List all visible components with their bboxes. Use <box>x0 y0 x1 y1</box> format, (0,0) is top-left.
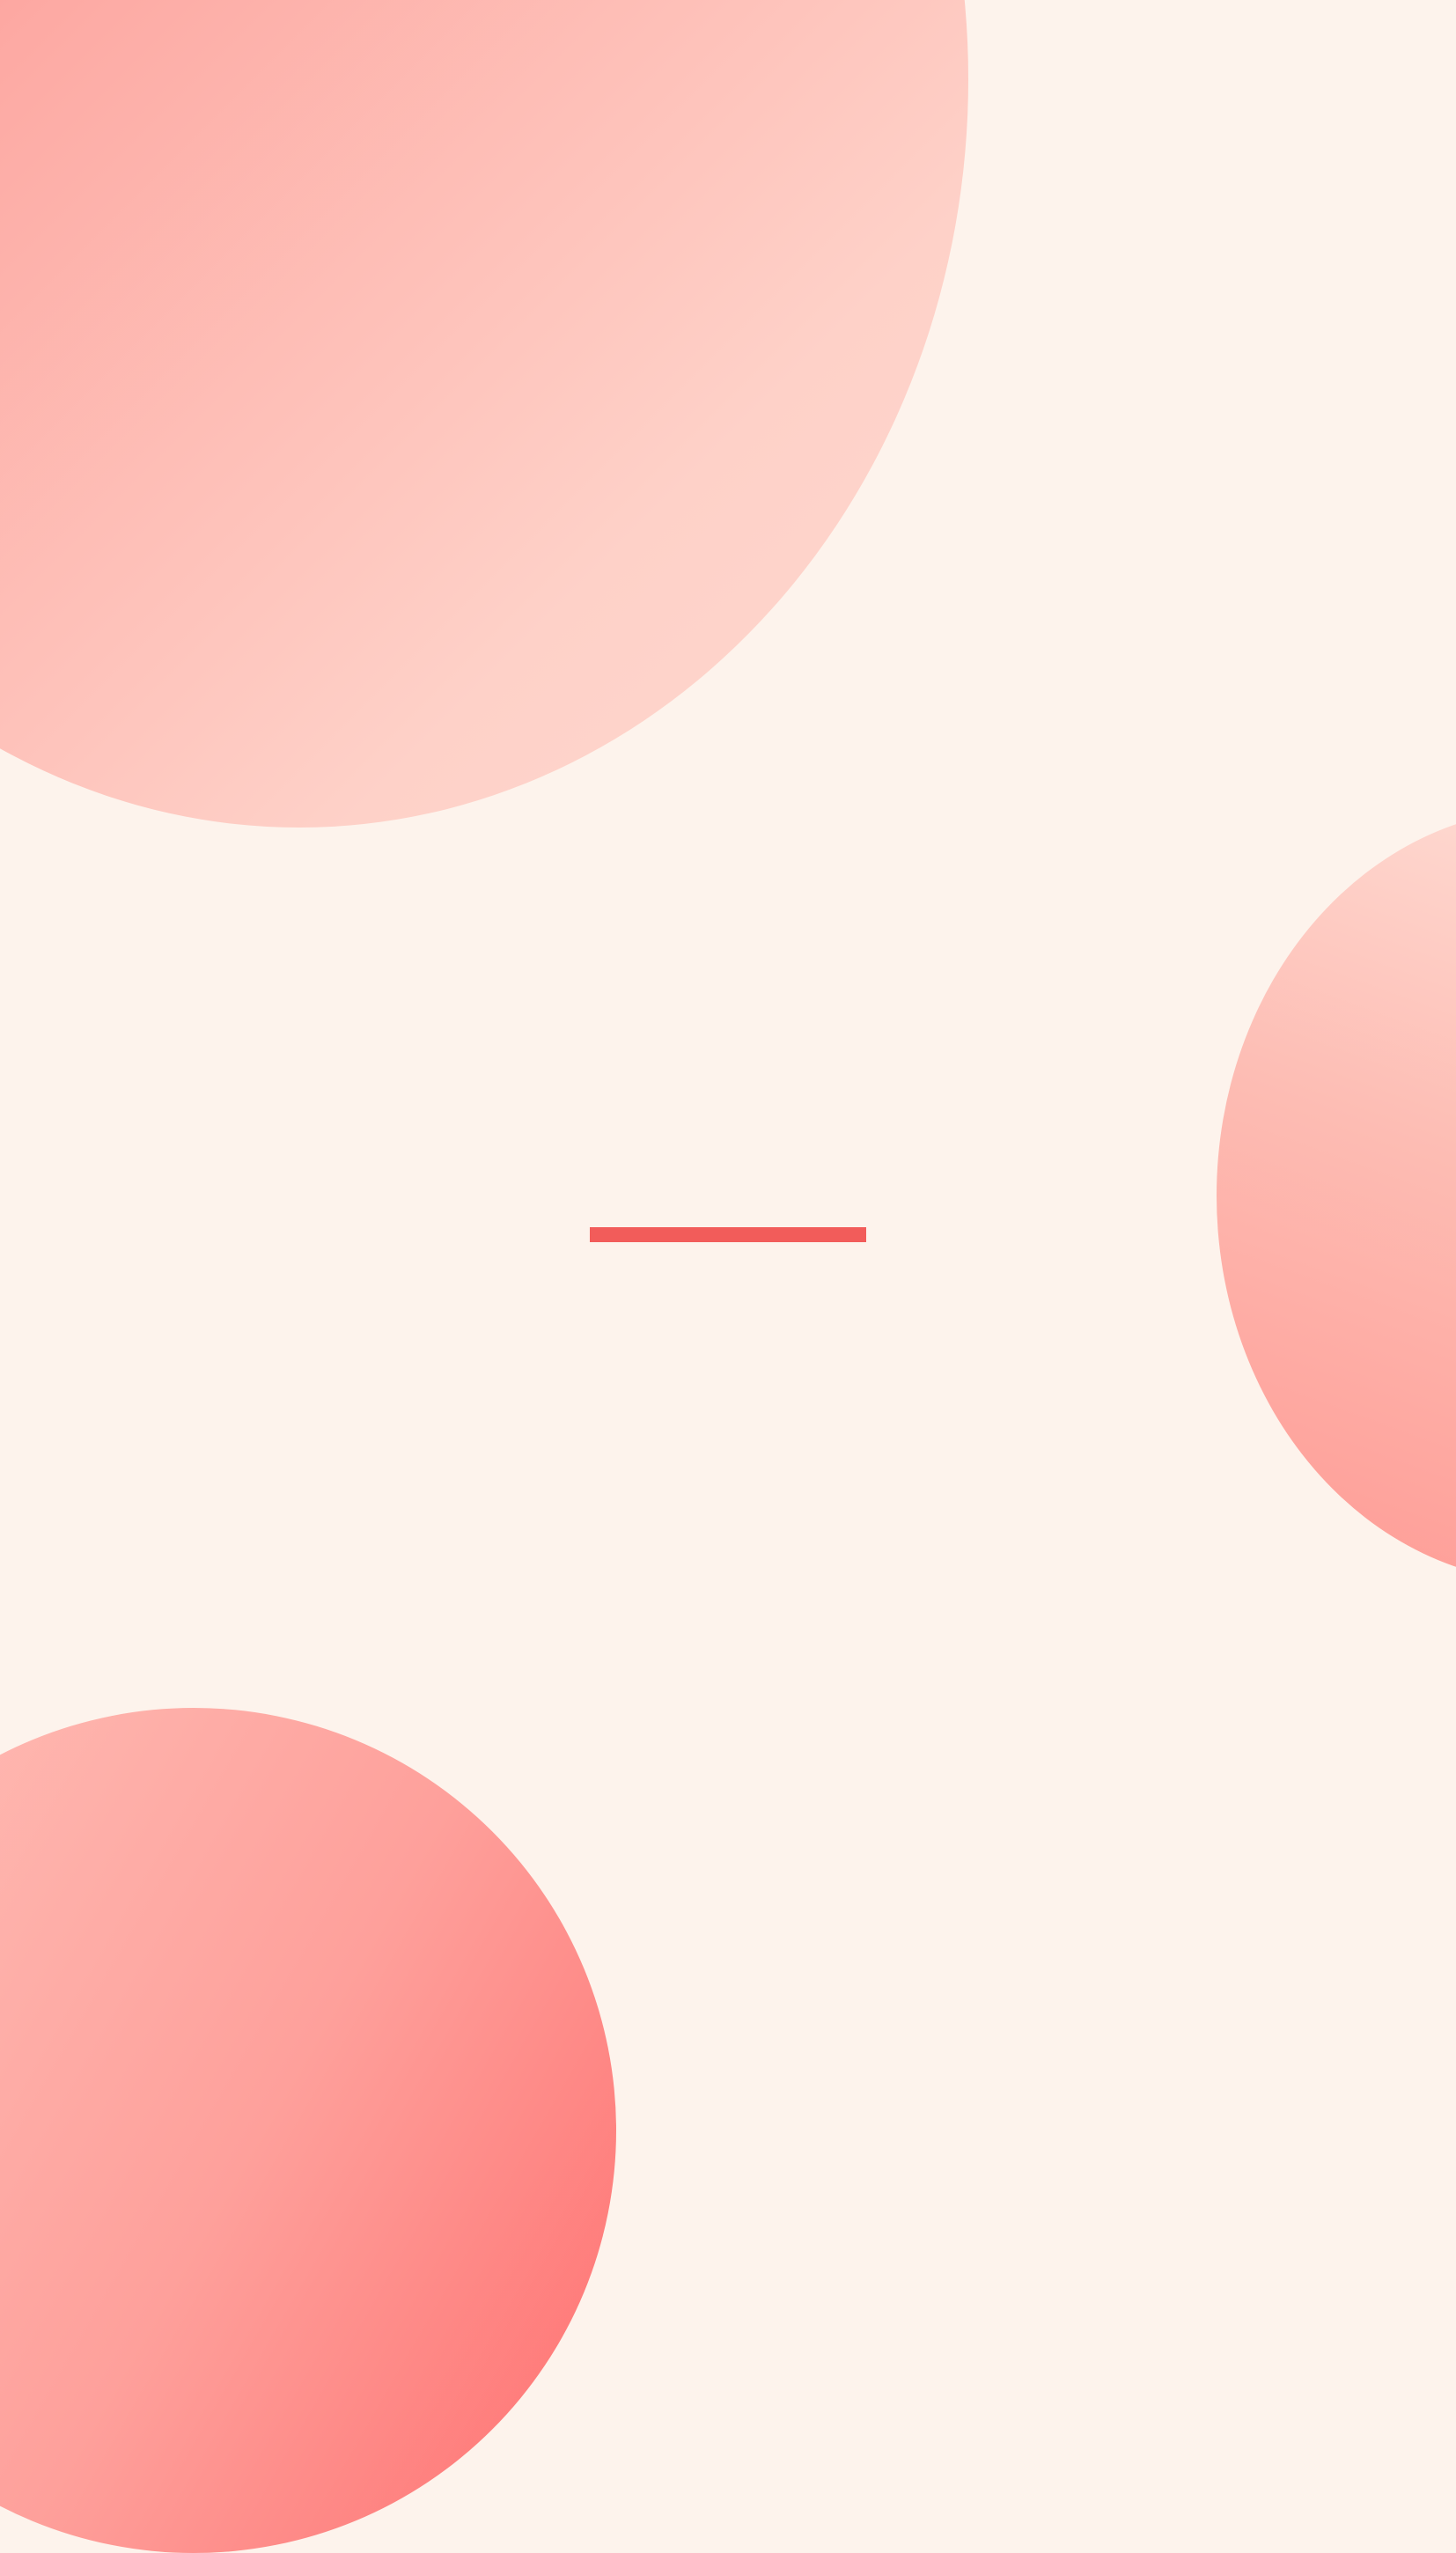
decorative-circle-bottom <box>0 1708 616 2553</box>
decorative-circle-right <box>1217 808 1456 1583</box>
dot-pattern-top-left <box>0 0 669 458</box>
divider-bar <box>590 1227 866 1242</box>
